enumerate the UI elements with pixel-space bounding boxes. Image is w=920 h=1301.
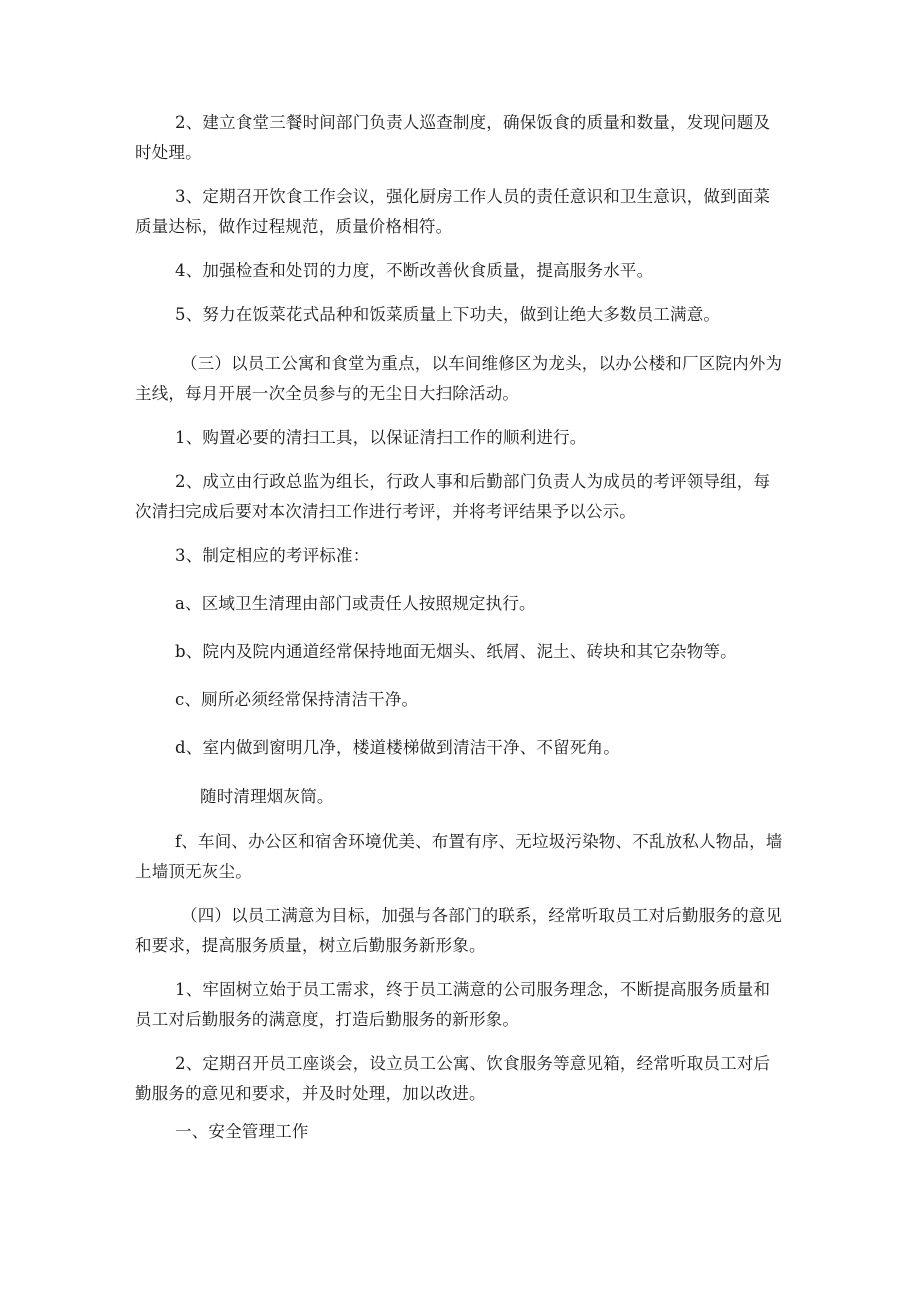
paragraph-item-f: f、车间、办公区和宿舍环境优美、布置有序、无垃圾污染物、不乱放私人物品，墙上墙顶无灰尘。 (135, 832, 783, 881)
paragraph-food-meeting: 3、定期召开饮食工作会议，强化厨房工作人员的责任意识和卫生意识，做到面菜质量达标，做作过程规范，质量价格相符。 (135, 187, 771, 236)
paragraph-inspection-penalty: 4、加强检查和处罚的力度，不断改善伙食质量，提高服务水平。 (175, 261, 654, 280)
paragraph-evaluation-group: 2、成立由行政总监为组长，行政人事和后勤部门负责人为成员的考评领导组，每次清扫完成后要对本次清扫工作进行考评，并将考评结果予以公示。 (135, 472, 771, 521)
paragraph-item-d: d、室内做到窗明几净，楼道楼梯做到清洁干净、不留死角。 (175, 738, 620, 757)
paragraph-item-c: c、厕所必须经常保持清洁干净。 (175, 690, 419, 709)
paragraph-cleaning-tools: 1、购置必要的清扫工具，以保证清扫工作的顺利进行。 (175, 428, 587, 447)
paragraph-canteen-inspection: 2、建立食堂三餐时间部门负责人巡查制度，确保饭食的质量和数量，发现问题及时处理。 (135, 113, 771, 162)
paragraph-service-philosophy: 1、牢固树立始于员工需求，终于员工满意的公司服务理念，不断提高服务质量和员工对后勤服务的满意度，打造后勤服务的新形象。 (135, 980, 771, 1029)
paragraph-staff-forum: 2、定期召开员工座谈会，设立员工公寓、饮食服务等意见箱，经常听取员工对后勤服务的意见和要求，并及时处理，加以改进。 (135, 1054, 771, 1103)
paragraph-evaluation-standards: 3、制定相应的考评标准： (175, 546, 370, 565)
paragraph-item-b: b、院内及院内通道经常保持地面无烟头、纸屑、泥土、砖块和其它杂物等。 (175, 642, 737, 661)
paragraph-ashtray: 随时清理烟灰筒。 (200, 787, 334, 806)
paragraph-section-four: （四）以员工满意为目标，加强与各部门的联系，经常听取员工对后勤服务的意见和要求，提高服务质量，树立后勤服务新形象。 (135, 906, 783, 955)
paragraph-section-three: （三）以员工公寓和食堂为重点，以车间维修区为龙头，以办公楼和厂区院内外为主线，每月开展一次全员参与的无尘日大扫除活动。 (135, 354, 783, 403)
section-heading-safety: 一、安全管理工作 (175, 1122, 309, 1141)
paragraph-item-a: a、区域卫生清理由部门或责任人按照规定执行。 (175, 594, 536, 613)
paragraph-menu-variety: 5、努力在饭菜花式品种和饭菜质量上下功夫，做到让绝大多数员工满意。 (175, 305, 721, 324)
